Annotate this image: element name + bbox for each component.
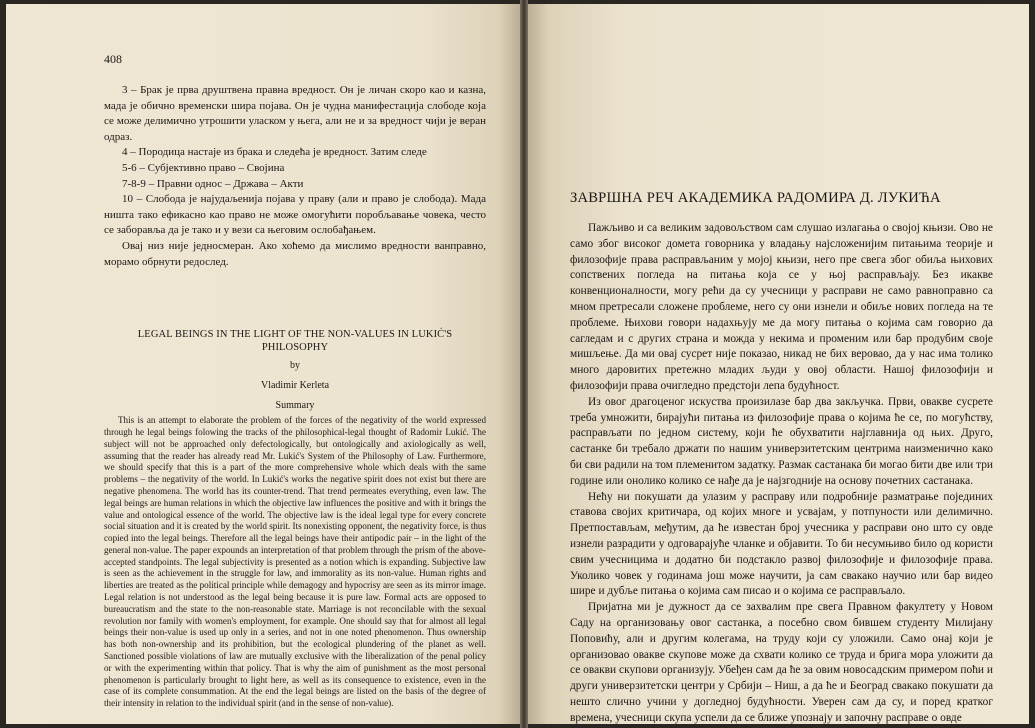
chapter-title: ЗАВРШНА РЕЧ АКАДЕМИКА РАДОМИРА Д. ЛУКИЋА bbox=[570, 190, 941, 206]
paragraph-freedom: 10 – Слобода је најудаљенија појава у праву (али и право је слобода). Мада ништа тако ефикасно као право не може омогућити поробљавање човека, често се заборавља да је тако и у вези са његовим ослобађањем. bbox=[104, 193, 486, 237]
paragraph-family: 4 – Породица настаје из брака и следећа је вредност. Затим следе bbox=[122, 146, 427, 159]
paragraph-order: Овај низ није једносмеран. Ако хоћемо да мислимо вредности ванправно, морамо обрнути редослед. bbox=[104, 239, 486, 268]
paragraph-marriage: 3 – Брак је прва друштвена правна вредност. Он је личан скоро као и казна, мада је обично временски шира појава. Он је чудна манифестација слободе која се може делимично утрошити уласком у њега, али не и за вредност чији је веран одраз. bbox=[104, 84, 486, 143]
english-author: Vladimir Kerleta bbox=[260, 380, 330, 392]
paragraph-4: Пријатна ми је дужност да се захвалим пре свега Правном факултету у Новом Саду на организовању овог састанка, а посебно свом бившем студенту Милијану Поповићу, али и другим колегама, на труду који су уложили. Само онај који је организовао овакве скупове може да схвати колико се труда и брига мора уложити да се овакви скупови организују. Убеђен сам да ће за овим новосадским примером поћи и други универзитетски центри у Србији – Ниш, а да ће и Београд свакако покушати да нешто слично учини у догледној будућности. Уверен сам да су, и поред кратког времена, учесници скупа успели да се ближе упознају и започну расправе о овде bbox=[570, 601, 993, 724]
page-number: 408 bbox=[104, 52, 122, 66]
paragraph-1: Пажљиво и са великим задовољством сам слушао излагања о својој књизи. Ово не само због високог домета говорника у владању најсложенијим питањима теорије и филозофије права расправљаним у мојој књизи, него пре свега због обиља њихових сопствених погледа на питања која се у њој расправљају. Без икакве конвенционалности, могу рећи да су учесници у расправи не само равноправно са мном претресали сложене проблеме, него су они изнели и обиље нових погледа на те проблеме. Њихови говори надахњују ме да могу питања о којима сам говорио да сагледам и с других страна и можда у некима и променим или бар продубим своје мишљење. Да ми овај сусрет није показао, никад не бих веровао, да у нас има толико много даровитих претежно младих људи у овој области. Нашој филозофији и филозофији права очигледно предстоји лепа будућност. bbox=[570, 222, 993, 392]
paragraph-2: Из овог драгоценог искуства произилазе бар два закључка. Први, овакве сусрете треба умножити, бирајући питања из филозофије права о којима ће се, по могућству, расправљати по једном систему, који ће обухватити најглавнија од њих. Друго, састанке би требало држати по нашим универзитетским центрима наизменично како би сви радили на том племенитом задатку. Размак састанака би могао бити две или три године или онолико колико се нађе да је најзгодније на основу почетних састанака. bbox=[570, 395, 993, 487]
english-summary: This is an attempt to elaborate the problem of the forces of the negativity of the world expressed through he legal beings folowing the tracks of the philosophical-legal thought of Radomir Lukić. The subject will not be approached only defectologically, but ontologically and axiologically as well, assuming that the reader has already read Mr. Lukić's System of the Philosophy of Law. Furthermore, we should specify that this is a part of the more comprehensive whole which deals with the same problems – the negativity of the world. In Lukić's works the negative spirit does not exist but there are negative phenomena. The world has its counter-trend. That trend permeates everything, even law. The legal beings are human relations in which the objective law influences the positive and with it brings the value and ontological essence of the world. The objective law is the ideal legal type for every concrete social situation and it is created by the world spirit. Its nonexisting opponent, the negativity force, is thus copied into the legal beings. Therefore all the legal beings have their antipodic pair – in the light of the general non-value. The paper expounds an interpretation of that problem through the prism of the above-accepted standpoints. The legal subjectivity is presented as a notion which is expanding. Subjective law is seen as the achievement in the struggle for law, and immorality as its non-value. Human rights and liberties are treated as the political principle while demagogy and hypocrisy are seen as its mirror image. Legal relation is not understood as the legal being because it is pure law. Formal acts are opposed to bureaucratism and the state to the non-reasonable state. Marriage is not reconcilable with the sexual revolution nor family with women's employment, for example. One should say that for almost all legal beings their non-value is used up only in a series, and not in one noted phenomenon. Thus ownership has both non-ownership and its prohibition, but the ecological plundering of the planet as well. Sanctioned possible violations of law are mutually exclusive with the liberalization of the penal policy or with the experimenting within that policy. That is why the aim of punishment as the most personal phenomenon is particularly brought to light here, as well as its consequence to existence, even in the case of its complete consummation. At the end the legal beings are listed on the basis of the degree of their intensity in relation to the individual spirit (and in the sense of non-value). bbox=[104, 415, 486, 709]
left-page bbox=[6, 4, 520, 724]
paragraph-subjective-law: 5-6 – Субјективно право – Својина bbox=[122, 161, 285, 174]
book-gutter bbox=[520, 0, 528, 728]
english-by: by bbox=[290, 360, 300, 372]
english-title: LEGAL BEINGS IN THE LIGHT OF THE NON-VALUES IN LUKIĆ'S PHILOSOPHY bbox=[137, 329, 453, 354]
summary-heading: Summary bbox=[275, 400, 315, 412]
paragraph-legal-relation: 7-8-9 – Правни однос – Држава – Акти bbox=[122, 177, 304, 190]
paragraph-3: Нећу ни покушати да улазим у расправу или подробније разматрање појединих ставова својих критичара, од којих многе и усвајам, у потпуности или делимично. Претпостављам, међутим, да ће известан број учесника у расправи оно што су овде изнели разрадити у одговарајуће чланке и објавити. То би несумњиво било од користи свим учесницима и додатно би подстакло развој филозофије и филозофије права. Уколико човек у годинама још може научити, ја сам свакако научио или бар видео шире и дубље питања о којима сам писао и о којима се расправљало. bbox=[570, 490, 993, 598]
right-page bbox=[528, 4, 1029, 724]
